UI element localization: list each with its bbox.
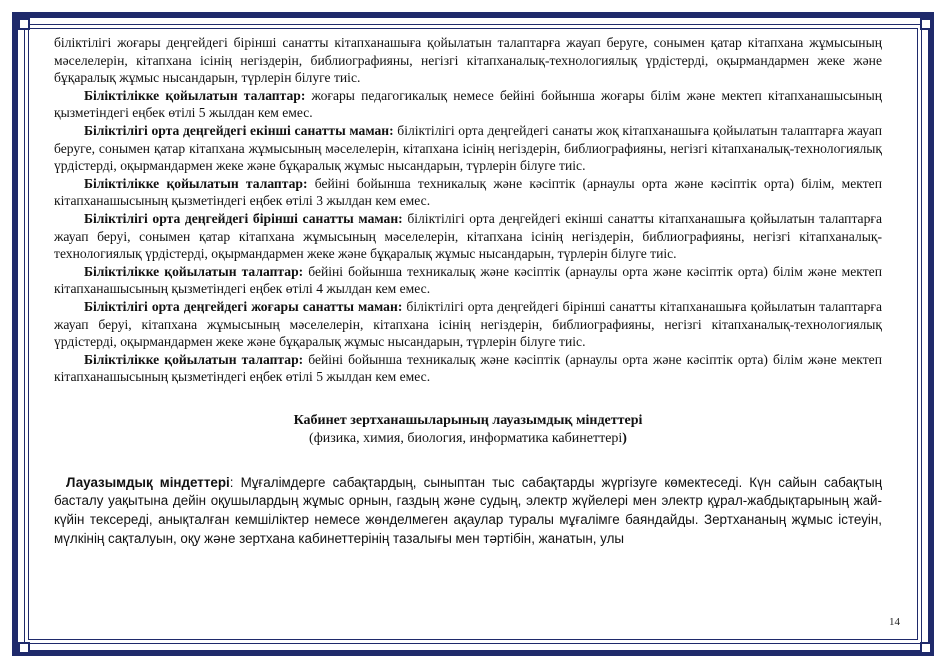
section-subheading: (физика, химия, биология, информатика кабинеттері) xyxy=(309,430,627,446)
duties-paragraph xyxy=(54,474,882,548)
border-corner-ornament xyxy=(18,18,30,30)
border-corner-ornament xyxy=(920,18,932,30)
paragraph-first-category: Біліктілігі орта деңгейдегі бірінші санатты маман: біліктілігі орта деңгейдегі екінші санатты кітапханашыға қойылатын талаптарға жауап беруі, сонымен қатар кітапхана жұмысының мәселелерін, кітапхана ісінің негіздерін, библиографияны, негізгі кітапханалық-технологиялық үрдістерді, оқырмандармен жеке және бұқаралық жұмыс нысандарын, түрлерін білуге тиіс. xyxy=(54,210,882,262)
duties-text: : Мұғалімдерге сабақтардың, сыныптан тыс сабақтарды жүргізуге көмектеседі. Күн сайын сабақтың басталу уақытына дейін оқушылардың жұмыс орнын, газдың және судың, электр жүйелері мен электр құрал-жабдықтарының жай-күйін тексереді, анықталған кемшіліктер немесе жөнделмеген ақаулар туралы мұғалімге баяндайды. Зертхананың жұмыс істеуін, мүлкінің сақталуын, оқу және зертхана кабинеттерінің тазалығы мен тәртібін, жанатын, улы xyxy=(54,474,882,546)
page-number: 14 xyxy=(889,616,900,628)
paragraph-requirements-3: Біліктілікке қойылатын талаптар: бейіні бойынша техникалық және кәсіптік (арнаулы орта және кәсіптік орта) білім және мектеп кітапханашысының қызметіндегі еңбек өтілі 4 жылдан кем емес. xyxy=(54,263,882,297)
paragraph-second-category: Біліктілігі орта деңгейдегі екінші санатты маман: біліктілігі орта деңгейдегі санаты жоқ кітапханашыға қойылатын талаптарға жауап беруге, сонымен қатар кітапхана жұмысының мәселелерін, кітапхана ісінің негіздерін, библиографияны, негізгі кітапханалық-технологиялық үрдістерді, оқырмандармен жеке және бұқаралық жұмыс нысандарын, түрлерін білуге тиіс. xyxy=(54,122,882,174)
border-corner-ornament xyxy=(18,642,30,654)
document-body xyxy=(54,34,882,614)
paragraph-continuation: біліктілігі жоғары деңгейдегі бірінші санатты кітапханашыға қойылатын талаптарға жауап беруге, сонымен қатар кітапхана жұмысының мәселелерін, кітапхана ісінің негіздерін, библиографияны, негізгі кітапханалық-технологиялық үрдістерді, оқырмандармен жеке және бұқаралық жұмыс нысандарын, түрлерін білуге тиіс. xyxy=(54,35,882,86)
section-heading: Кабинет зертханашыларының лауазымдық міндеттері xyxy=(293,412,643,428)
duties-label: Лауазымдық міндеттері xyxy=(66,474,230,490)
paragraph-requirements-4: Біліктілікке қойылатын талаптар: бейіні бойынша техникалық және кәсіптік (арнаулы орта және кәсіптік орта) білім және мектеп кітапханашысының қызметіндегі еңбек өтілі 5 жылдан кем емес. xyxy=(54,351,882,385)
paragraph-highest-category: Біліктілігі орта деңгейдегі жоғары санатты маман: біліктілігі орта деңгейдегі бірінші санатты кітапханашыға қойылатын талаптарға жауап беруі, кітапхана жұмысының мәселелерін, кітапхана ісінің негіздерін, библиографияны, негізгі кітапханалық-технологиялық үрдістерді, оқырмандармен жеке және бұқаралық жұмыс нысандарын, түрлерін білуге тиіс. xyxy=(54,298,882,350)
paragraph-requirements-2: Біліктілікке қойылатын талаптар: бейіні бойынша техникалық және кәсіптік (арнаулы орта және кәсіптік орта) білім, мектеп кітапханашысының қызметіндегі еңбек өтілі 3 жылдан кем емес. xyxy=(54,175,882,209)
border-corner-ornament xyxy=(920,642,932,654)
paragraph-requirements-1: Біліктілікке қойылатын талаптар: жоғары педагогикалық немесе бейіні бойынша жоғары білім және мектеп кітапханашысының қызметіндегі еңбек өтілі 5 жылдан кем емес. xyxy=(54,87,882,121)
